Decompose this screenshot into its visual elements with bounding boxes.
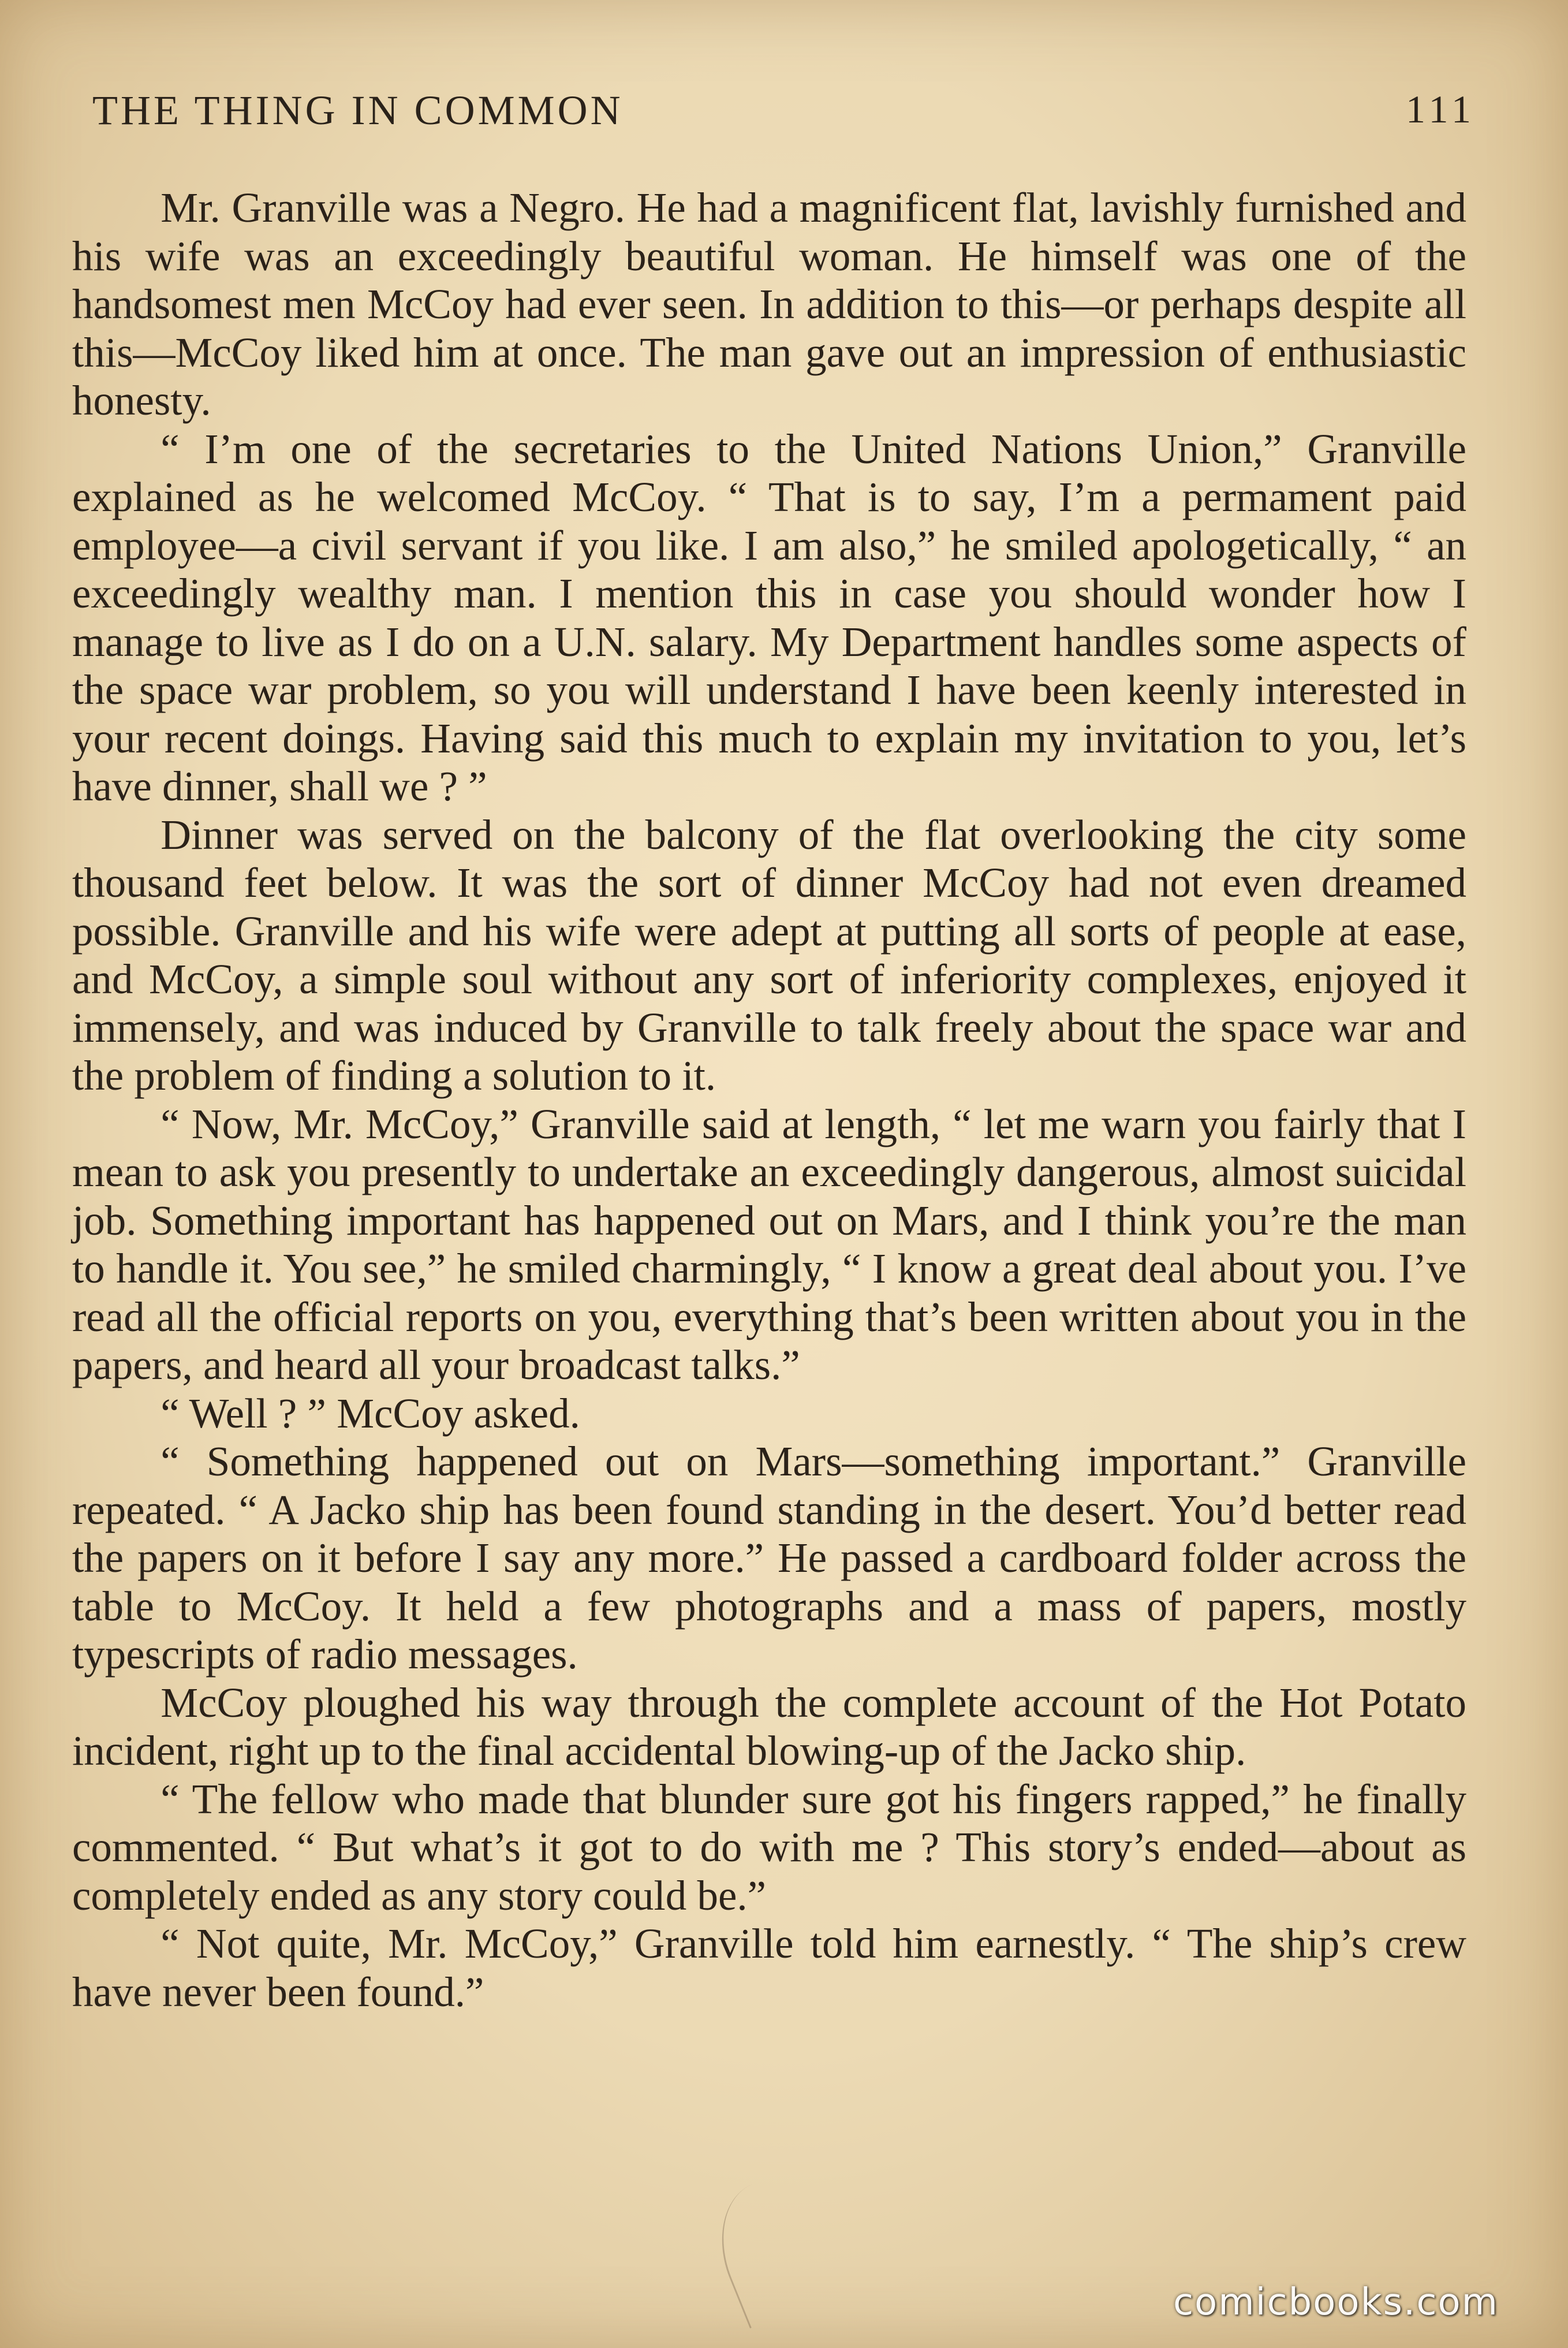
paragraph: “ Now, Mr. McCoy,” Granville said at length, “ let me warn you fairly that I mean to ask you presently to undertake an exceedingly dangerous, almost suicidal job. Something important has happened out on Mars, and I think you’re the man to handle it. You see,” he smiled charmingly, “ I know a great deal about you. I’ve read all the official reports on you, everything that’s been written about you in the papers, and heard all your broadcast talks.” <box>72 1100 1466 1388</box>
watermark: comicbooks.com <box>1173 2281 1499 2324</box>
paragraph: Dinner was served on the balcony of the flat overlooking the city some thousand feet below. It was the sort of dinner McCoy had not even dreamed possible. Granville and his wife were adept at putting all sorts of people at ease, and McCoy, a simple soul without any sort of inferiority complexes, enjoyed it immensely, and was induced by Granville to talk freely about the space war and the problem of finding a solution to it. <box>72 811 1466 1099</box>
page-number: 111 <box>1406 87 1476 131</box>
paragraph: Mr. Granville was a Negro. He had a magnificent flat, lavishly furnished and his wife was an exceedingly beautiful woman. He himself was one of the handsomest men McCoy had ever seen. In addition to this—or perhaps despite all this—McCoy liked him at once. The man gave out an impression of enthusiastic honesty. <box>72 184 1466 424</box>
page-header <box>92 87 1476 150</box>
paragraph: “ I’m one of the secretaries to the United Nations Union,” Granville explained as he welcomed McCoy. “ That is to say, I’m a permament paid employee—a civil servant if you like. I am also,” he smiled apologetically, “ an exceedingly wealthy man. I mention this in case you should wonder how I manage to live as I do on a U.N. salary. My Department handles some aspects of the space war problem, so you will understand I have been keenly interested in your recent doings. Having said this much to explain my invitation to you, let’s have dinner, shall we ? ” <box>72 425 1466 810</box>
paragraph: “ Not quite, Mr. McCoy,” Granville told him earnestly. “ The ship’s crew have never been found.” <box>72 1920 1466 2015</box>
paragraph: “ Well ? ” McCoy asked. <box>160 1389 580 1437</box>
paragraph: “ The fellow who made that blunder sure got his fingers rapped,” he finally commented. “ But what’s it got to do with me ? This story’s ended—about as completely ended as any story could be.” <box>72 1775 1466 1919</box>
running-head: THE THING IN COMMON <box>92 87 624 133</box>
paragraph: “ Something happened out on Mars—something important.” Granville repeated. “ A Jacko ship has been found standing in the desert. You’d better read the papers on it before I say any more.” He passed a cardboard folder across the table to McCoy. It held a few photographs and a mass of papers, mostly typescripts of radio messages. <box>72 1438 1466 1678</box>
paper-crease <box>700 2170 837 2328</box>
body-text <box>72 184 1466 2016</box>
paragraph: McCoy ploughed his way through the complete account of the Hot Potato incident, right up to the final accidental blowing-up of the Jacko ship. <box>72 1679 1466 1774</box>
